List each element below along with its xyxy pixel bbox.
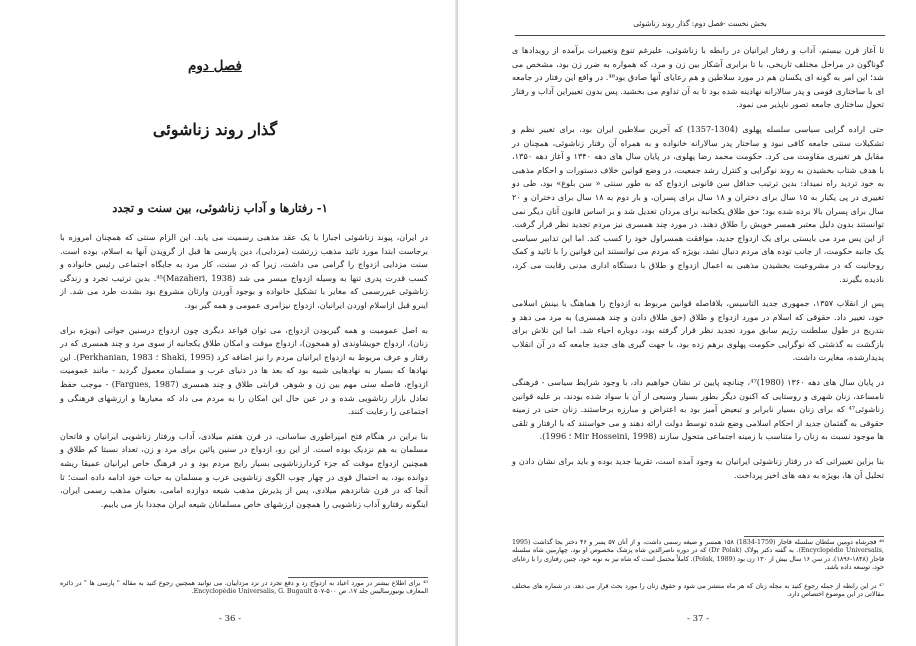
left-page-number: - 36 - — [219, 614, 241, 624]
right-paragraph-5: بنا براین تغییراتی که در رفتار زناشوئی ایرانیان به وجود آمده است، تقریبا جدید بوده و باید برای نشان دادن و تحلیل آن ها، بویژه به دهه های اخیر پرداخت. — [512, 456, 884, 480]
right-footnote-1: ⁴⁶ قجرشاه دومین سلطان سلسله قاجار (1759-1834) ۱۵۸ همسر و صیغه رسمی داشت، و از آنان ۵۷ پسر و ۴۶ دختر بجا گذاشت (1995 ,Encyclopédie Universalis). به گفته دکتر پولاک (Dr Polak) که در دوره ناصرالدین شاه پزشک مخصوص او بود، چهارمین شاه سلسله قاجار (۱۸۴۸-۱۸۹۶)، در سن ۱۶ سال بیش از ۱۳۰ زن بود (Polak, 1989). کاملاً محتمل است که شاه نیز به نوبه خود، چنین رفتاری را با رعایای خود، توسعه داده باشد. — [512, 539, 885, 571]
chapter-title: گذار روند زناشوئی — [152, 120, 278, 139]
running-head: بخش نخست -فصل دوم: گذار روند زناشوئی — [633, 19, 767, 28]
left-footnote-rule — [288, 577, 428, 578]
section-heading: ۱- رفتارها و آداب زناشوئی، بین سنت و تجدد — [112, 201, 328, 215]
right-page-number: - 37 - — [687, 614, 709, 624]
right-body — [512, 44, 884, 493]
chapter-label: فصل دوم — [188, 58, 242, 74]
right-paragraph-3: پس از انقلاب ۱۳۵۷، جمهوری جدید التاسیس، بلافاصله قوانین مربوط به ازدواج را هماهنگ با بینش اسلامی خود، تغییر داد. حقوقی که اسلام در مورد ازدواج و طلاق (حق طلاق دادن و چند همسری) به مرد می دهد و بتدریج در طول سلطنت رژیم سابق مورد تجدید نظر قرار گرفته بود، دوباره احیاء شد. اما این تلاش برای بازگشت به گذشتی که نوگرایی حکومت پهلوی برهم زده بود، با جهت گیری های جدید جامعه که در آن انقلاب پدیدارشده، مغایرت داشت. — [512, 298, 884, 363]
right-footnote-rule — [744, 536, 884, 537]
left-paragraph-2: به اصل عمومیت و همه گیربودن ازدواج، می توان قواعد دیگری چون ازدواج درسنین جوانی (بویژه برای زنان)، ازدواج خویشاوندی (و همخون)، ازدواج موقت و امکان طلاق یکجانبه از سوی مرد و چند همسری که در رفتار و عرف مربوط به ازدواج ایرانیان مردم را نیز اضافه کرد (Shaki, 1995 ؛ Perkhanian, 1983). این نهادها که بسیار به نهادهایی شبیه بود که بعد ها در دنیای عرب و مسلمان معمول گردید - مانند عمومیت ازدواج، فاصله سنی مهم بین زن و شوهر، قرابتی طلاق و چند همسری (Fargues, 1987) - موجب حفظ تعادل بازار زناشویی شده و در عین حال این امکان را به مردم می داد که معیارها و ارزشهای فرهنگی و اجتماعی را رعایت کنند. — [60, 324, 429, 417]
left-footnote: ⁴⁵ برای اطلاع بیشتر در مورد اعیاد به ازدواج رد و دفع تجرد در نزد مزداییان، می توانید همچنین رجوع کنید به مقاله " پارسی ها " در دائره المعارف یونیورسالیس جلد ۱۷، ص ۵۰۰-۵۰۷ Encyclopédie Universalis, G. Bugault. — [60, 580, 428, 596]
left-paragraph-1: در ایران، پیوند زناشوئی اجبارا با یک عقد مذهبی رسمیت می یابد. این الزام سنتی که همچنان امروزه با برجاست ابتدا مورد تائید مذهب زرتشت (مزدایی)، دین پارسی ها قبل از گرویدن آنها به اسلام، بوده است. سنت مزدایی ازدواج را گرامی می داشت، زیرا که در سنت، کار مرد به جایگاه اجتماعی رئیس خانواده و کسب قدرت پدری تنها به وسیله ازدواج میسر می شد (Mazaheri, 1938)⁴⁵. بدین ترتیب تجرد و زندگی زناشوئی غیررسمی که مغایر با تشکیل خانواده و بوجود آوردن وارثان مشروع بود بشدت طرد می شد. از اینرو قبل ازاسلام اوردن ایرانیان، ازدواج نیزامری عمومی و همه گیر بود. — [60, 232, 428, 310]
left-body — [60, 231, 428, 522]
right-paragraph-2: حتی اراده گرایی سیاسی سلسله پهلوی (1304-1357) که آخرین سلاطین ایران بود، برای تغییر نظم و تشکیلات سنتی جامعه کافی نبود و ساختار پدر سالارانه خانواده و به همراه آن رفتار زناشوئی، همچنان در مقابل هر تغییری مقاومت می کرد. حکومت محمد رضا پهلوی، در پایان سال های دهه ۱۳۴۰ و آغاز دهه ۱۳۵۰، با هدف شتاب بخشیدن به روند نوگرایی و کنترل رشد جمعیت، در وضع قوانین خلاف دستورات و احکام مذهبی به خود تردید راه نمیداد: بدین ترتیب حداقل سن قانونی ازدواج که به طور سنتی « سن بلوغ» بود، طی دو تغییری در پی یکبار به ۱۵ سال برای دختران و ۱۸ سال برای پسران، و بار دوم به ۱۸ سال برای دختران و ۲۰ سال برای پسران بالا برده شده بود؛ حق طلاق یکجانبه برای مردان تعدیل شد و بر اساس قانون آنان دیگر نمی توانستند بدون دلیل معتبر همسر خویش را طلاق دهند. در مورد چند همسری نیز مردم تجدید نظر قرار گرفت. از این پس مرد می بایستی برای یک ازدواج جدید، موافقت همسراول خود را کسب کند. اما این تدابیر سیاسی یک جانبه حکومت، از جانب توده های مردم دنبال نشد، بویژه که مردم می توانستند این قوانین را با تائید و کمک روحانیت که در مشروعیت بخشیدن مذهبی به اعمال ازدواج و طلاق با دستگاه اداری مدنی رقابت می کرد، نادیده بگیرند. — [512, 123, 885, 284]
left-paragraph-3: بنا براین در هنگام فتح امپراطوری ساسانی، در قرن هفتم میلادی، آداب ورفتار زناشویی ایرانیان و فاتحان مسلمان به هم نزدیک بوده است. از این رو، ازدواج در سنین پائین برای مرد و زن، تعداد نسبتا کم طلاق و همچنین ازدواج موقت که جزء کردارزناشویی بسیار رایج مردم بود و در فرهنگ خاص ایرانیان عمیقا ریشه دوانده بود، به احتمال قوی در چهار چوب الگوی زناشویی عرب و مسلمان به حیات خود ادامه داده است؛ تا آنجا که در قرن شانزدهم میلادی، پس از پذیرش مذهب شیعه دوازده امامی، بعنوان مذهب رسمی ایران، اینگونه رفتارو آداب زناشویی را همچون ارزشهای خاص مسلمانان شیعه ایران مجددا باز می یابیم. — [60, 430, 428, 509]
right-paragraph-1: تا آغاز قرن بیستم، آداب و رفتار ایرانیان در رابطه با زناشوئی، علیرغم تنوع وتغییرات برآمده از رویدادها ی گوناگون در مراحل مختلف تاریخی، با تا برابری آشکار بین زن و مرد، که همواره به ضرر زن بود، مشخص می شد؛ این امر به گونه ای یکسان هم در مورد سلاطین و هم رعایای آنها صادق بود⁴⁶. در واقع این رفتار در جامعه ای با ساختاری قومی و پدر سالارانه نهادینه شده بود تا به آن تداوم می بخشید. پس بدون تغییراین آداب و رفتار تحول ساختاری جامعه تصور ناپذیر می نمود. — [512, 45, 884, 110]
right-paragraph-4: در پایان سال های دهه ۱۳۶۰ (1980)⁴⁷، چنانچه پایین تر نشان خواهیم داد، با وجود شرایط سیاسی - فرهنگی نامساعد، زنان شهری و روستایی که اکنون دیگر بطور بسیار وسیعی از آن با سواد شده بودند، بر علیه قوانین زناشوئی⁴⁷ که برای زنان بسیار نابرابر و تبعیض آمیز بود به اعتراض و مبارزه برخاستند. زنان حتی در زمینه حقوقی به گفتمان جدید از احکام اسلامی وضع شده توسط دولت ارائه دهند و می خواستند که با ارفتار و تلقی ها موجود نسبت به زنان را متناسب با زمینه اجتماعی متحول سازند (Mir Hosseini, 1998 ؛ 1996). — [512, 377, 885, 442]
right-footnote-2: ⁴⁷ در این رابطه از جمله رجوع کنید به مجله زنان که هر ماه منتشر می شود و حقوق زنان را مورد بحث قرار می دهد. در شماره های مختلف مقالاتی در این موضوع اختصاص دارد. — [512, 583, 884, 599]
running-head-rule — [515, 35, 885, 36]
